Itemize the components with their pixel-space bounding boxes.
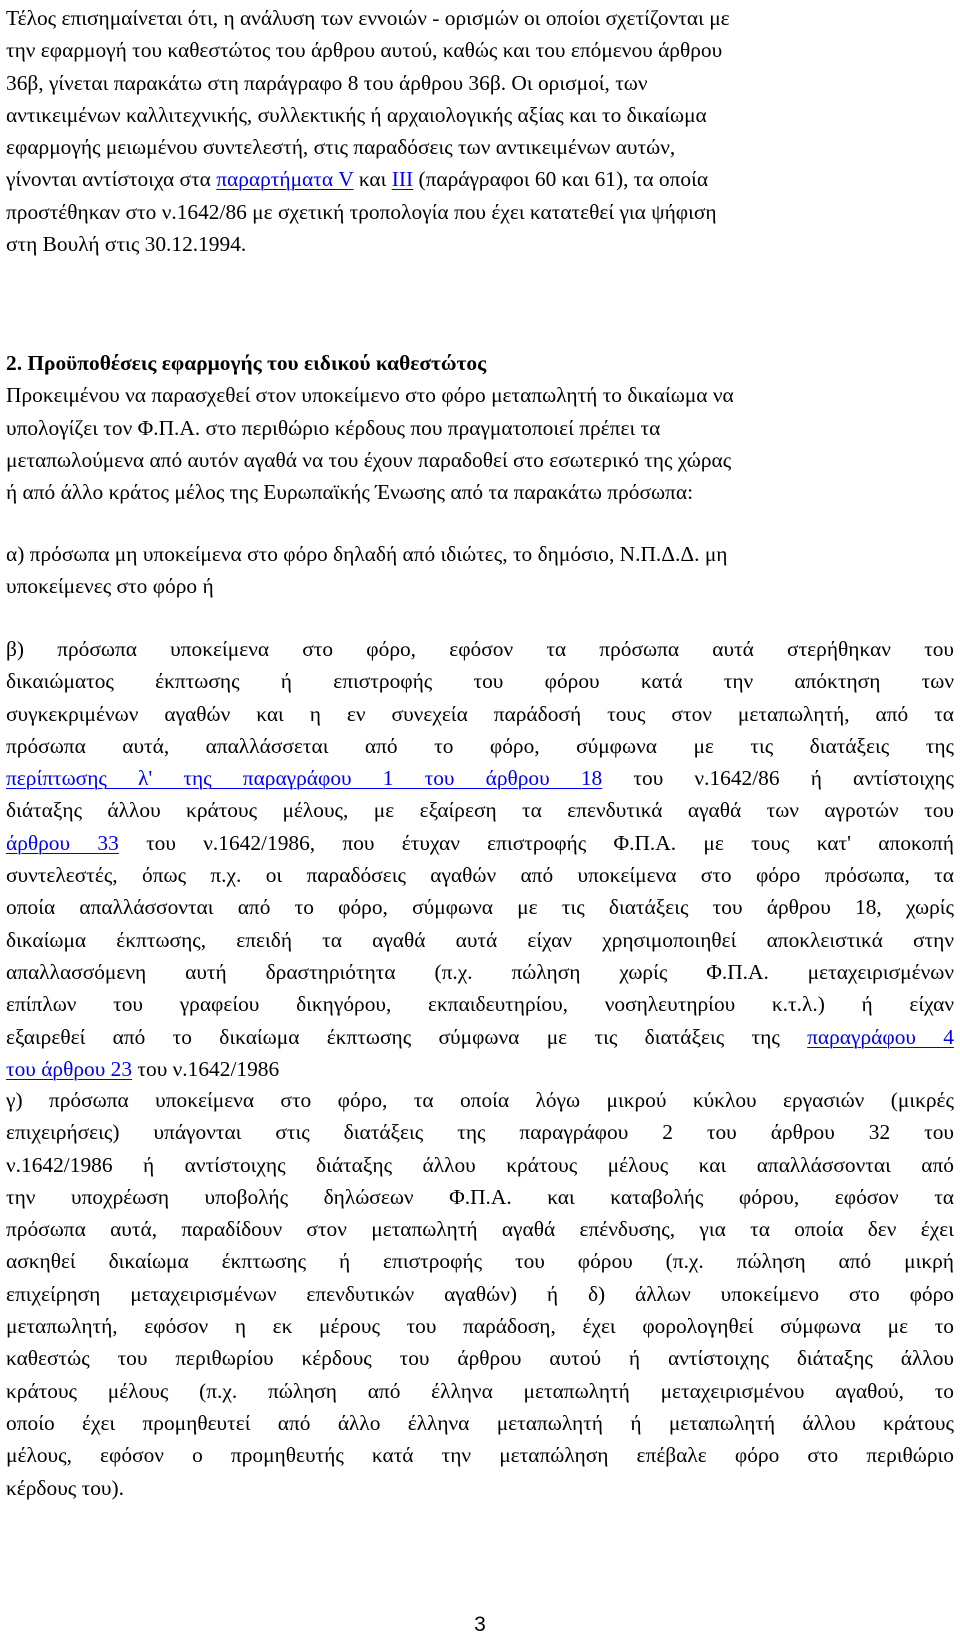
text-line: α) πρόσωπα μη υποκείμενα στο φόρο δηλαδή από ιδιώτες, το δημόσιο, Ν.Π.Δ.Δ. μη — [6, 542, 728, 566]
text-line: ή από άλλο κράτος μέλος της Ευρωπαϊκής Ένωσης από τα παρακάτω πρόσωπα: — [6, 480, 694, 505]
text-line — [6, 1053, 954, 1085]
page-number: 3 — [474, 1613, 486, 1636]
text-line: κράτους μέλους (π.χ. πώληση από έλληνα μεταπωλητή μεταχειρισμένου αγαθού, το — [6, 1378, 954, 1403]
section-2 — [6, 347, 954, 508]
text-line — [6, 163, 954, 195]
text-line: Προκειμένου να παρασχεθεί στον υποκείμενο στο φόρο μεταπωλητή το δικαίωμα να — [6, 383, 734, 408]
text-line: προστέθηκαν στο ν.1642/86 με σχετική τροπολογία που έχει κατατεθεί για ψήφιση — [6, 199, 717, 224]
text-line: εφαρμογής μειωμένου συντελεστή, στις παραδόσεις των αντικειμένων αυτών, — [6, 135, 676, 160]
link-article-23[interactable]: του άρθρου 23 — [6, 1056, 133, 1081]
text-line: στη Βουλή στις 30.12.1994. — [6, 232, 247, 257]
section-heading: 2. Προϋποθέσεις εφαρμογής του ειδικού καθεστώτος — [6, 351, 487, 375]
text-line — [6, 762, 954, 794]
text-line: πρόσωπα αυτά, παραδίδουν στον μεταπωλητή αγαθά επένδυσης, για τα οποία δεν έχει — [6, 1217, 954, 1242]
text-line: υπολογίζει τον Φ.Π.Α. στο περιθώριο κέρδους που πραγματοποιεί πρέπει τα — [6, 415, 661, 440]
text-line: οποία απαλλάσσονται από το φόρο, σύμφωνα με τις διατάξεις του άρθρου 18, χωρίς — [6, 895, 954, 920]
text-line: πρόσωπα αυτά, απαλλάσσεται από το φόρο, σύμφωνα με τις διατάξεις της — [6, 733, 954, 758]
text-line: την υποχρέωση υποβολής δηλώσεων Φ.Π.Α. και καταβολής φόρου, εφόσον τα — [6, 1184, 954, 1209]
text-fragment: εξαιρεθεί από το δικαίωμα έκπτωσης σύμφωνα με τις διατάξεις της — [6, 1024, 808, 1049]
text-line: μεταπωλητή, εφόσον η εκ μέρους του παράδοση, έχει φορολογηθεί σύμφωνα με το — [6, 1314, 954, 1339]
text-line: μέλους, εφόσον ο προμηθευτής κατά την μεταπώληση επέβαλε φόρο στο περιθώριο — [6, 1443, 954, 1468]
text-line: αντικειμένων καλλιτεχνικής, συλλεκτικής ή αρχαιολογικής αξίας και το δικαίωμα — [6, 102, 707, 127]
item-c-paragraph — [6, 1084, 954, 1504]
text-fragment: (παράγραφοι 60 και 61), τα οποία — [413, 167, 709, 192]
text-line: επιχείρηση μεταχειρισμένων επενδυτικών αγαθών) ή δ) άλλων υποκείμενο στο φόρο — [6, 1281, 954, 1306]
text-line: την εφαρμογή του καθεστώτος του άρθρου αυτού, καθώς και του επόμενου άρθρου — [6, 38, 723, 63]
text-line: καθεστώς του περιθωρίου κέρδους του άρθρου αυτού ή αντίστοιχης διάταξης άλλου — [6, 1346, 954, 1371]
text-line: 36β, γίνεται παρακάτω στη παράγραφο 8 του άρθρου 36β. Οι ορισμοί, των — [6, 70, 648, 95]
text-fragment: και — [353, 167, 392, 192]
text-line: κέρδους του). — [6, 1475, 124, 1500]
link-annex-iii[interactable]: ΙΙΙ — [391, 167, 414, 192]
text-fragment: του ν.1642/1986 — [132, 1056, 280, 1081]
text-line: ασκηθεί δικαίωμα έκπτωσης ή επιστροφής του φόρου (π.χ. πώληση από μικρή — [6, 1249, 954, 1274]
text-line: β) πρόσωπα υποκείμενα στο φόρο, εφόσον τα πρόσωπα αυτά στερήθηκαν του — [6, 637, 954, 661]
text-line — [6, 827, 954, 859]
text-line: διάταξης άλλου κράτους μέλους, με εξαίρεση τα επενδυτικά αγαθά των αγροτών του — [6, 798, 954, 823]
item-b-paragraph — [6, 633, 954, 1085]
text-line: μεταπωλούμενα από αυτόν αγαθά να του έχουν παραδοθεί στο εσωτερικό της χώρας — [6, 447, 732, 472]
text-line: συντελεστές, όπως π.χ. οι παραδόσεις αγαθών από υποκείμενα στο φόρο πρόσωπα, τα — [6, 863, 954, 888]
item-a-paragraph — [6, 538, 954, 603]
text-fragment: του ν.1642/86 ή αντίστοιχης — [602, 766, 954, 791]
text-fragment: του ν.1642/1986, που έτυχαν επιστροφής Φ.Π.Α. με τους κατ' αποκοπή — [118, 830, 954, 855]
text-line: οποίο έχει προμηθευτεί από άλλο έλληνα μεταπωλητή ή μεταπωλητή άλλου κράτους — [6, 1410, 954, 1435]
text-line: γ) πρόσωπα υποκείμενα στο φόρο, τα οποία λόγω μικρού κύκλου εργασιών (μικρές — [6, 1088, 954, 1112]
link-annex-v[interactable]: παραρτήματα V — [216, 167, 354, 192]
text-line: ν.1642/1986 ή αντίστοιχης διάταξης άλλου κράτους μέλους και απαλλάσσονται από — [6, 1152, 954, 1177]
text-line: απαλλασσόμενη αυτή δραστηριότητα (π.χ. πώληση χωρίς Φ.Π.Α. μεταχειρισμένων — [6, 959, 954, 984]
text-line: υποκείμενες στο φόρο ή — [6, 574, 214, 599]
text-line: δικαιώματος έκπτωσης ή επιστροφής του φόρου κατά την απόκτηση των — [6, 669, 954, 694]
text-line: επίπλων του γραφείου δικηγόρου, εκπαιδευτηρίου, νοσηλευτηρίου κ.τ.λ.) ή είχαν — [6, 992, 954, 1017]
text-line: επιχειρήσεις) υπάγονται στις διατάξεις της παραγράφου 2 του άρθρου 32 του — [6, 1120, 954, 1145]
link-paragraph-4[interactable]: παραγράφου 4 — [807, 1024, 954, 1049]
text-line: συγκεκριμένων αγαθών και η εν συνεχεία παράδοσή τους στον μεταπωλητή, από τα — [6, 701, 954, 726]
link-article-33[interactable]: άρθρου 33 — [6, 830, 119, 855]
link-article-18-case-l[interactable]: περίπτωσης λ' της παραγράφου 1 του άρθρου 18 — [6, 766, 603, 791]
intro-paragraph — [6, 2, 954, 260]
text-fragment: γίνονται αντίστοιχα στα — [6, 167, 217, 192]
text-line: δικαίωμα έκπτωσης, επειδή τα αγαθά αυτά είχαν χρησιμοποιηθεί αποκλειστικά στην — [6, 927, 954, 952]
text-line: Τέλος επισημαίνεται ότι, η ανάλυση των εννοιών - ορισμών οι οποίοι σχετίζονται με — [6, 6, 730, 30]
text-line — [6, 1021, 954, 1053]
